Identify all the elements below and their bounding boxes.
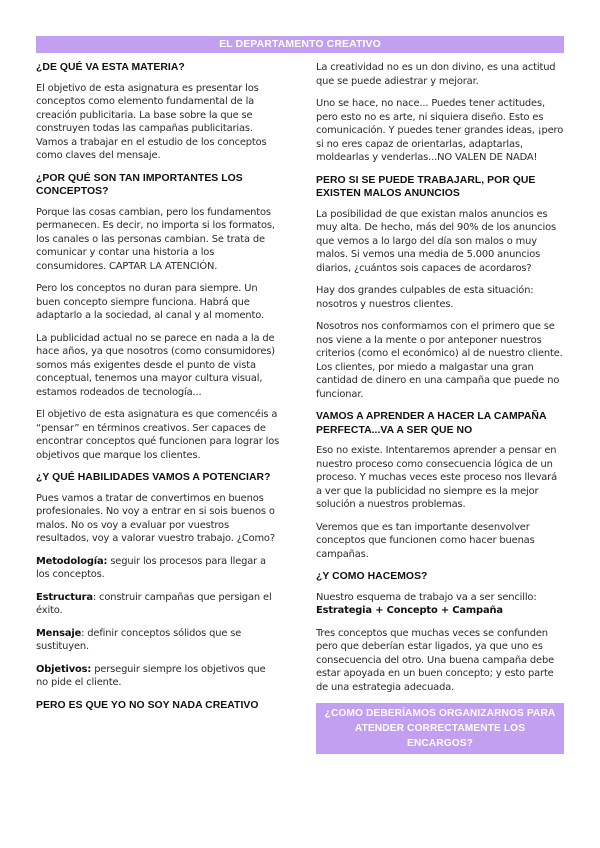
- paragraph: El objetivo de esta asignatura es que comencéis a “pensar” en términos creativos. Ser capaces de encontrar conceptos qué funcionen para lograr los objetivos que marque los clientes.: [36, 409, 280, 461]
- left-column: [36, 61, 280, 719]
- skill-term: Objetivos:: [36, 663, 92, 675]
- paragraph: Eso no existe. Intentaremos aprender a pensar en nuestro proceso como consecuencia lógica de un proceso. Y muchas veces este proceso nos llevará a ver que la publicidad no siempre es la mejor solución a nuestros problemas.: [316, 445, 557, 510]
- skill-item: [36, 627, 280, 654]
- callout-question: ¿COMO DEBERÍAMOS ORGANIZARNOS PARA ATENDER CORRECTAMENTE LOS ENCARGOS?: [316, 703, 564, 754]
- paragraph: La posibilidad de que existan malos anuncios es muy alta. De hecho, más del 90% de los anuncios que vemos a lo largo del día son malos o muy malos. Si vemos una media de 5.000 anuncios diarios, ¿cuántos sois capaces de acordaros?: [316, 208, 556, 274]
- paragraph: El objetivo de esta asignatura es presentar los conceptos como elemento fundamental de la creación publicitaria. La base sobre la que se construyen todas las campañas publicitarias. Vamos a trabajar en el estudio de los conceptos como claves del mensaje.: [36, 82, 267, 161]
- skill-term: Mensaje: [36, 627, 82, 639]
- skill-text: perseguir siempre los objetivos que no pide el cliente.: [36, 663, 266, 688]
- paragraph: Pues vamos a tratar de convertirnos en buenos profesionales. No voy a entrar en si sois buenos o malos. No os voy a evaluar por vuestros resultados, voy a valorar vuestro trabajo. ¿Como?: [36, 492, 275, 544]
- paragraph: La publicidad actual no se parece en nada a la de hace años, ya que nosotros (como consumidores) somos más exigentes desde el punto de vista conceptual, tenemos una mayor cultura visual, estamos rodeados de tecnología...: [36, 332, 275, 398]
- paragraph: Tres conceptos que muchas veces se confunden pero que deberían estar ligados, ya que uno es consecuencia del otro. Una buena campaña debe estar apoyada en un buen concepto; y esto parte de una estrategia adecuada.: [316, 627, 554, 693]
- skill-text: : construir campañas que persigan el éxito.: [36, 591, 272, 616]
- section-banner: EL DEPARTAMENTO CREATIVO: [36, 36, 564, 53]
- paragraph: Hay dos grandes culpables de esta situación: nosotros y nuestros clientes.: [316, 285, 534, 310]
- skill-term: Metodología:: [36, 555, 108, 567]
- paragraph: [316, 591, 564, 618]
- paragraph: Pero los conceptos no duran para siempre. Un buen concepto siempre funciona. Habrá que adaptarlo a la sociedad, al canal y al momento.: [36, 283, 264, 321]
- right-column: [316, 61, 564, 754]
- scheme-intro: Nuestro esquema de trabajo va a ser sencillo:: [316, 591, 537, 603]
- skill-text: seguir los procesos para llegar a los conceptos.: [36, 555, 266, 580]
- heading-como-hacemos: ¿Y COMO HACEMOS?: [316, 571, 428, 582]
- heading-malos-anuncios: PERO SI SE PUEDE TRABAJARL, POR QUE EXISTEN MALOS ANUNCIOS: [316, 174, 536, 199]
- paragraph: Uno se hace, no nace... Puedes tener actitudes, pero esto no es arte, ni siquiera diseño. Esto es comunicación. Y puedes tener grandes ideas, ¡pero si no eres capaz de orientarlas, adaptarlas, moldearlas y venderlas...NO VALEN DE NADA!: [316, 98, 564, 163]
- paragraph: Porque las cosas cambian, pero los fundamentos permanecen. Es decir, no importa si los formatos, los canales o las personas cambian. Se trata de comunicar y contar una historia a los consumidores. CAPTAR LA ATENCIÓN.: [36, 206, 275, 272]
- scheme-formula: Estrategia + Concepto + Campaña: [316, 605, 503, 616]
- heading-no-creativo: PERO ES QUE YO NO SOY NADA CREATIVO: [36, 699, 259, 711]
- skill-item: [36, 591, 280, 618]
- skill-item: [36, 555, 280, 582]
- heading-que-materia: ¿DE QUÉ VA ESTA MATERIA?: [36, 62, 185, 73]
- skill-term: Estructura: [36, 591, 93, 603]
- skill-item: [36, 663, 280, 690]
- paragraph: Nosotros nos conformamos con el primero que se nos viene a la mente o por anteponer nuestros criterios (como el económico) al de nuestro cliente. Los clientes, por miedo a malgastar una gran cantidad de dinero en una campaña que puede no funcionar.: [316, 321, 563, 400]
- paragraph: Veremos que es tan importante desenvolver conceptos que funcionen como hacer buenas campañas.: [316, 521, 535, 560]
- skill-text: : definir conceptos sólidos que se sustituyen.: [36, 627, 242, 652]
- heading-campana-perfecta: VAMOS A APRENDER A HACER LA CAMPAÑA PERFECTA...VA A SER QUE NO: [316, 411, 547, 436]
- heading-habilidades: ¿Y QUÉ HABILIDADES VAMOS A POTENCIAR?: [36, 472, 271, 483]
- paragraph: La creatividad no es un don divino, es una actitud que se puede adiestrar y mejorar.: [316, 62, 556, 87]
- heading-por-que-conceptos: ¿POR QUÉ SON TAN IMPORTANTES LOS CONCEPTOS?: [36, 172, 243, 197]
